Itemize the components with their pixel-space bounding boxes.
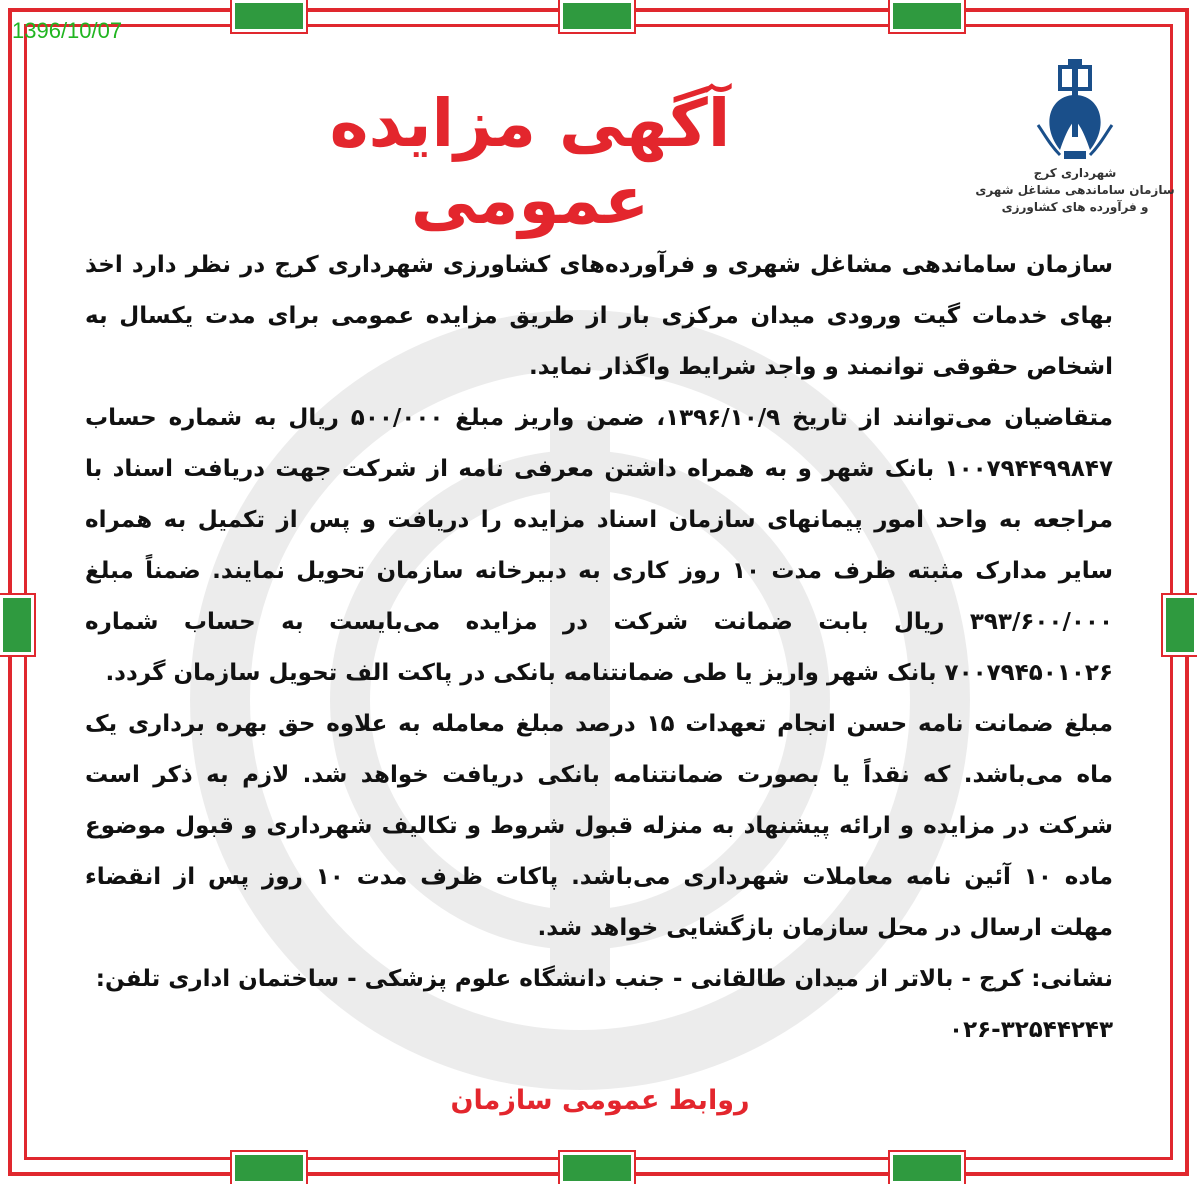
border-tab-right — [1163, 595, 1197, 655]
date-stamp: 1396/10/07 — [12, 18, 123, 43]
notice-paragraph-1: سازمان ساماندهی مشاغل شهری و فرآورده‌های کشاورزی شهرداری کرج در نظر دارد اخذ بهای خدمات گیت ورودی میدان مرکزی بار از طریق مزایده عمومی برای مدت یکسال به اشخاص حقوقی توانمند و واجد شرایط واگذار نماید. — [85, 252, 1113, 380]
logo-line-2: سازمان ساماندهی مشاغل شهری — [975, 183, 1175, 197]
municipality-emblem-icon — [1030, 55, 1120, 165]
logo-line-1: شهرداری کرج — [1033, 166, 1117, 180]
border-tab-bottom-left — [232, 1152, 306, 1184]
signature: روابط عمومی سازمان — [450, 1085, 750, 1116]
border-tab-bottom-right — [890, 1152, 964, 1184]
border-tab-left — [0, 595, 34, 655]
logo-line-3: و فرآورده های کشاورزی — [1001, 200, 1149, 214]
notice-phone: ۰۲۶-۳۲۵۴۴۲۴۳ — [949, 1017, 1113, 1043]
notice-address: نشانی: کرج - بالاتر از میدان طالقانی - جنب دانشگاه علوم پزشکی - ساختمان اداری تلفن: — [95, 966, 1113, 992]
notice-paragraph-2: متقاضیان می‌توانند از تاریخ ۱۳۹۶/۱۰/۹، ضمن واریز مبلغ ۵۰۰/۰۰۰ ریال به شماره حساب ۱۰۰۷۹۴۴۹۹۸۴۷ بانک شهر و به همراه داشتن معرفی نامه از شرکت جهت دریافت اسناد با مراجعه به واحد امور پیمانهای سازمان اسناد مزایده را دریافت و پس از تکمیل به همراه سایر مدارک مثبته ظرف مدت ۱۰ روز کاری به دبیرخانه سازمان تحویل نمایند. ضمناً مبلغ ۳۹۳/۶۰۰/۰۰۰ ریال بابت ضمانت شرکت در مزایده می‌بایست به حساب شماره ۷۰۰۷۹۴۵۰۱۰۲۶ بانک شهر واریز یا طی ضمانتنامه بانکی در پاکت الف تحویل سازمان گردد. — [85, 405, 1114, 686]
notice-paragraph-3: مبلغ ضمانت نامه حسن انجام تعهدات ۱۵ درصد مبلغ معامله به علاوه حق بهره برداری یک ماه می‌باشد. که نقداً یا بصورت ضمانتنامه بانکی دریافت خواهد شد. لازم به ذکر است شرکت در مزایده و ارائه پیشنهاد به منزله قبول شروط و تکالیف شهرداری و قبول موضوع ماده ۱۰ آئین نامه معاملات شهرداری می‌باشد. پاکات ظرف مدت ۱۰ روز پس از انقضاء مهلت ارسال در محل سازمان بازگشایی خواهد شد. — [85, 711, 1114, 941]
border-tab-top-left — [232, 0, 306, 32]
border-tab-top-right — [890, 0, 964, 32]
border-tab-top-center — [560, 0, 634, 32]
notice-body — [85, 240, 1113, 1056]
organization-logo — [975, 55, 1175, 216]
border-tab-bottom-center — [560, 1152, 634, 1184]
page-title: آگهی مزایده عمومی — [329, 85, 731, 239]
